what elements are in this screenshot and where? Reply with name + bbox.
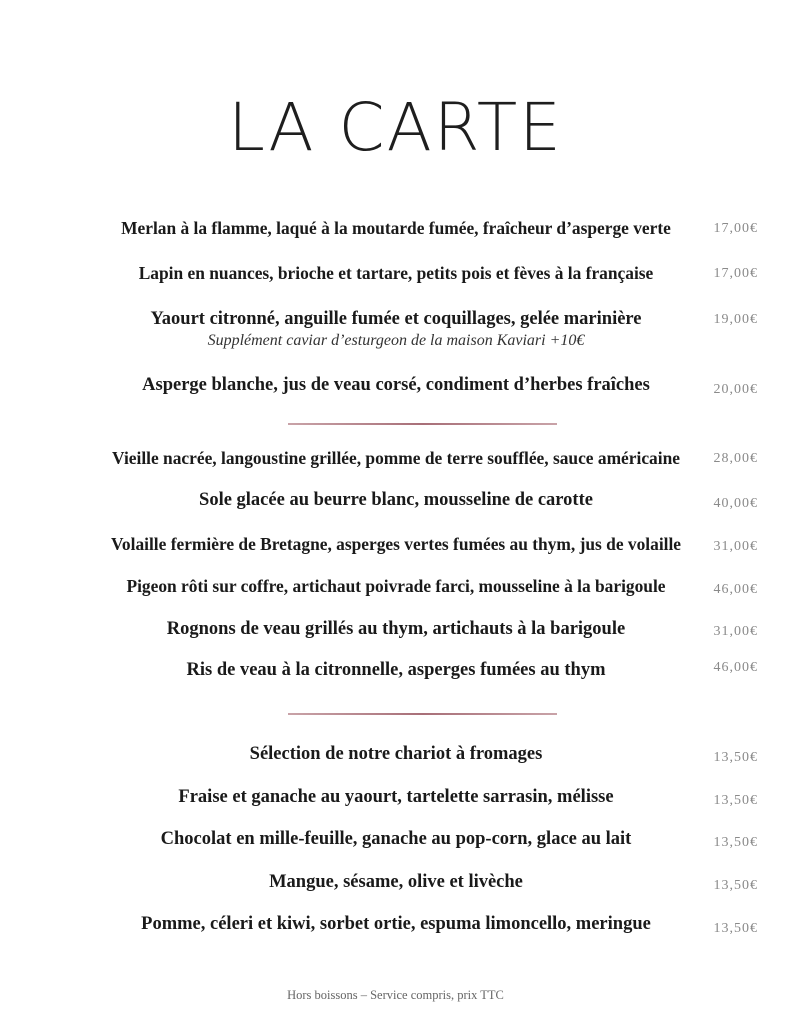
dish-price: 20,00€	[713, 382, 758, 397]
menu-title: LA CARTE	[228, 89, 563, 166]
dish-price: 13,50€	[713, 921, 758, 936]
menu-item	[0, 829, 791, 859]
dish-name: Lapin en nuances, brioche et tartare, petits pois et fèves à la française	[138, 263, 654, 283]
menu-item	[0, 534, 791, 564]
footer-note: Hors boissons – Service compris, prix TTC	[287, 988, 504, 1002]
dish-name: Merlan à la flamme, laqué à la moutarde fumée, fraîcheur d’asperge verte	[121, 218, 671, 238]
dish-name: Ris de veau à la citronnelle, asperges fumées au thym	[186, 660, 606, 680]
dish-name: Rognons de veau grillés au thym, artichauts à la barigoule	[166, 619, 626, 639]
menu-item	[0, 490, 791, 520]
menu-item	[0, 872, 791, 902]
menu-item	[0, 914, 791, 944]
menu-item	[0, 218, 791, 248]
menu-item	[0, 263, 791, 293]
dish-price: 17,00€	[713, 221, 758, 236]
menu-item	[0, 744, 791, 774]
dish-price: 17,00€	[713, 266, 758, 281]
section-divider	[288, 423, 557, 425]
dish-price: 28,00€	[713, 451, 758, 466]
dish-name: Sélection de notre chariot à fromages	[249, 744, 543, 764]
dish-price: 31,00€	[713, 539, 758, 554]
menu-item	[0, 787, 791, 817]
dish-price: 13,50€	[713, 835, 758, 850]
dish-name: Sole glacée au beurre blanc, mousseline de carotte	[199, 490, 593, 510]
dish-price: 13,50€	[713, 750, 758, 765]
dish-price: 19,00€	[713, 312, 758, 327]
dish-name: Asperge blanche, jus de veau corsé, condiment d’herbes fraîches	[142, 375, 650, 395]
dish-note: Supplément caviar d’esturgeon de la maison Kaviari +10€	[207, 332, 585, 349]
dish-name: Fraise et ganache au yaourt, tartelette sarrasin, mélisse	[178, 787, 614, 807]
dish-price: 13,50€	[713, 878, 758, 893]
dish-name: Yaourt citronné, anguille fumée et coquillages, gelée marinière	[150, 309, 642, 329]
menu-item	[0, 309, 791, 359]
menu-item	[0, 448, 791, 478]
dish-price: 13,50€	[713, 793, 758, 808]
menu-item	[0, 619, 791, 649]
dish-price: 46,00€	[713, 582, 758, 597]
dish-name: Pomme, céleri et kiwi, sorbet ortie, espuma limoncello, meringue	[141, 914, 651, 934]
menu-item	[0, 375, 791, 405]
dish-name: Volaille fermière de Bretagne, asperges vertes fumées au thym, jus de volaille	[110, 534, 682, 554]
dish-price: 40,00€	[713, 496, 758, 511]
dish-name: Chocolat en mille-feuille, ganache au pop-corn, glace au lait	[160, 829, 632, 849]
dish-price: 31,00€	[713, 624, 758, 639]
section-divider	[288, 713, 557, 715]
dish-name: Pigeon rôti sur coffre, artichaut poivrade farci, mousseline à la barigoule	[126, 576, 666, 596]
menu-item	[0, 660, 791, 690]
dish-price: 46,00€	[713, 660, 758, 675]
dish-name: Vieille nacrée, langoustine grillée, pomme de terre soufflée, sauce américaine	[112, 448, 680, 468]
dish-name: Mangue, sésame, olive et livèche	[269, 872, 523, 892]
menu-item	[0, 576, 791, 606]
